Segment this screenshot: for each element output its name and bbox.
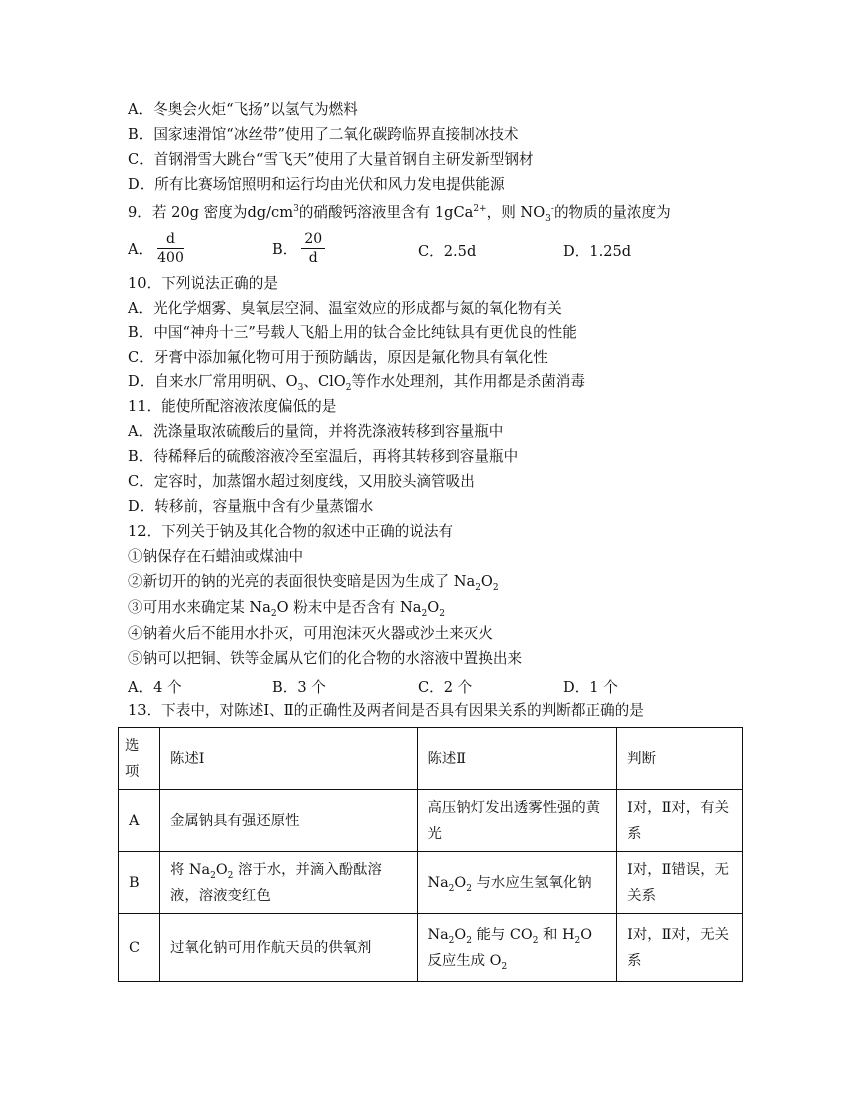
q11-option-b: B．待稀释后的硫酸溶液冷至室温后，再将其转移到容量瓶中 <box>128 448 519 465</box>
q13-stem: 13．下表中，对陈述Ⅰ、Ⅱ的正确性及两者间是否具有因果关系的判断都正确的是 <box>128 702 644 719</box>
q11-option-c: C．定容时，加蒸馏水超过刻度线，又用胶头滴管吸出 <box>128 473 475 490</box>
q12-statement-3: ③可用水来确定某 $Na_2O$ 粉末中是否含有 $Na_2O_2$ <box>128 599 445 619</box>
q12-statement-4: ④钠着火后不能用水扑灭，可用泡沫灭火器或沙土来灭火 <box>128 625 493 642</box>
q9-option-c: C．2.5d <box>418 243 477 260</box>
row-a-option: A <box>119 790 160 852</box>
q9-option-d: D．1.25d <box>563 243 632 260</box>
q12-stem: 12．下列关于钠及其化合物的叙述中正确的说法有 <box>128 523 454 540</box>
q12-option-b: B．3 个 <box>272 679 326 696</box>
table-row <box>119 852 743 914</box>
q9-stem: 9．若 20g 密度为$dg/cm^3$的硝酸钙溶液里含有 1gCa$^{2+}$，则 $NO_3^-$的物质的量浓度为 <box>128 204 671 224</box>
q12-statement-1: ①钠保存在石蜡油或煤油中 <box>128 548 304 565</box>
row-a-statement-2: 高压钠灯发出透雾性强的黄光 <box>417 790 617 852</box>
header-statement-2: 陈述Ⅱ <box>417 728 617 790</box>
row-a-statement-1: 金属钠具有强还原性 <box>159 790 417 852</box>
q10-option-c: C．牙膏中添加氟化物可用于预防龋齿，原因是氟化物具有氧化性 <box>128 349 548 366</box>
q9-option-a: A． $\frac{d}{400}$ <box>128 231 184 266</box>
q10-option-a: A．光化学烟雾、臭氧层空洞、温室效应的形成都与氮的氧化物有关 <box>128 300 562 317</box>
q12-option-d: D．1 个 <box>563 679 618 696</box>
q11-option-a: A．洗涤量取浓硫酸后的量筒，并将洗涤液转移到容量瓶中 <box>128 423 504 440</box>
row-b-statement-1: 将 $Na_2O_2$ 溶于水，并滴入酚酞溶液，溶液变红色 <box>159 852 417 914</box>
row-b-option: B <box>119 852 160 914</box>
q12-statement-2: ②新切开的钠的光亮的表面很快变暗是因为生成了 $Na_2O_2$ <box>128 573 499 593</box>
q11-option-d: D．转移前，容量瓶中含有少量蒸馏水 <box>128 498 374 515</box>
row-b-statement-2: $Na_2O_2$ 与水应生氢氧化钠 <box>417 852 617 914</box>
header-option: 选项 <box>119 728 160 790</box>
header-statement-1: 陈述Ⅰ <box>159 728 417 790</box>
table-header-row <box>119 728 743 790</box>
row-c-judgment: Ⅰ对，Ⅱ对，无关系 <box>617 914 743 982</box>
q8-option-b: B．国家速滑馆“冰丝带”使用了二氧化碳跨临界直接制冰技术 <box>128 126 519 143</box>
table-row <box>119 790 743 852</box>
q9-option-b: B． $\frac{20}{d}$ <box>272 230 329 267</box>
row-c-statement-2: $Na_2O_2$ 能与 $CO_2$ 和 $H_2O$ 反应生成 $O_2$ <box>417 914 617 982</box>
q10-stem: 10．下列说法正确的是 <box>128 275 278 292</box>
q12-option-a: A．4 个 <box>128 679 182 696</box>
row-c-statement-1: 过氧化钠可用作航天员的供氧剂 <box>159 914 417 982</box>
q10-option-d: D．自来水厂常用明矾、$O_3$、ClO$_2$等作水处理剂，其作用都是杀菌消毒 <box>128 373 585 393</box>
q12-option-c: C．2 个 <box>418 679 473 696</box>
q12-statement-5: ⑤钠可以把铜、铁等金属从它们的化合物的水溶液中置换出来 <box>128 650 523 667</box>
q8-option-c: C．首钢滑雪大跳台“雪飞天”使用了大量首钢自主研发新型钢材 <box>128 151 534 168</box>
q11-stem: 11．能使所配溶液浓度偏低的是 <box>128 398 337 415</box>
q13-table <box>118 727 743 982</box>
table-row <box>119 914 743 982</box>
q8-option-a: A．冬奥会火炬“飞扬”以氢气为燃料 <box>128 101 358 118</box>
row-b-judgment: Ⅰ对，Ⅱ错误，无关系 <box>617 852 743 914</box>
q10-option-b: B．中国“神舟十三”号载人飞船上用的钛合金比纯钛具有更优良的性能 <box>128 324 577 341</box>
header-judgment: 判断 <box>617 728 743 790</box>
row-c-option: C <box>119 914 160 982</box>
row-a-judgment: Ⅰ对，Ⅱ对，有关系 <box>617 790 743 852</box>
q8-option-d: D．所有比赛场馆照明和运行均由光伏和风力发电提供能源 <box>128 176 505 193</box>
